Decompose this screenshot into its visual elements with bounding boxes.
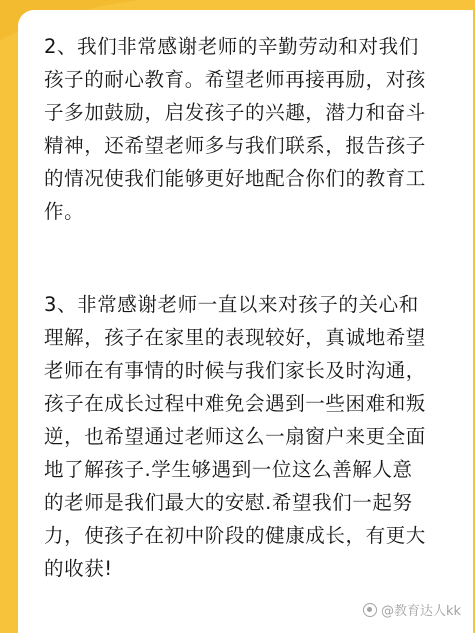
paragraph-line: 的收获! — [44, 557, 113, 580]
paragraph-line: 子多加鼓励，启发孩子的兴趣，潜力和奋斗 — [44, 101, 426, 124]
paragraph-line: 作。 — [44, 200, 85, 223]
paragraph-line: 逆，也希望通过老师这么一扇窗户来更全面 — [44, 425, 426, 448]
camera-icon — [363, 603, 377, 617]
paragraph-line: 3、非常感谢老师一直以来对孩子的关心和 — [44, 293, 419, 316]
paragraph-line: 老师在有事情的时候与我们家长及时沟通， — [44, 359, 426, 382]
paragraph-2 — [44, 30, 460, 228]
paragraph-line: 的老师是我们最大的安慰.希望我们一起努 — [44, 491, 413, 514]
paragraph-line: 2、我们非常感谢老师的辛勤劳动和对我们 — [44, 35, 419, 58]
watermark-text: @教育达人kk — [380, 604, 461, 619]
paragraph-line: 精神，还希望老师多与我们联系，报告孩子 — [44, 134, 426, 157]
paragraph-line: 孩子的耐心教育。希望老师再接再励，对孩 — [44, 68, 426, 91]
paragraph-line: 的情况使我们能够更好地配合你们的教育工 — [44, 167, 426, 190]
paragraph-line: 孩子在成长过程中难免会遇到一些困难和叛 — [44, 392, 426, 415]
paragraph-line: 力，使孩子在初中阶段的健康成长，有更大 — [44, 524, 426, 547]
watermark — [363, 600, 461, 619]
paragraph-line: 理解，孩子在家里的表现较好，真诚地希望 — [44, 326, 426, 349]
paragraph-3 — [44, 288, 460, 585]
paragraph-line: 地了解孩子.学生够遇到一位这么善解人意 — [44, 458, 413, 481]
